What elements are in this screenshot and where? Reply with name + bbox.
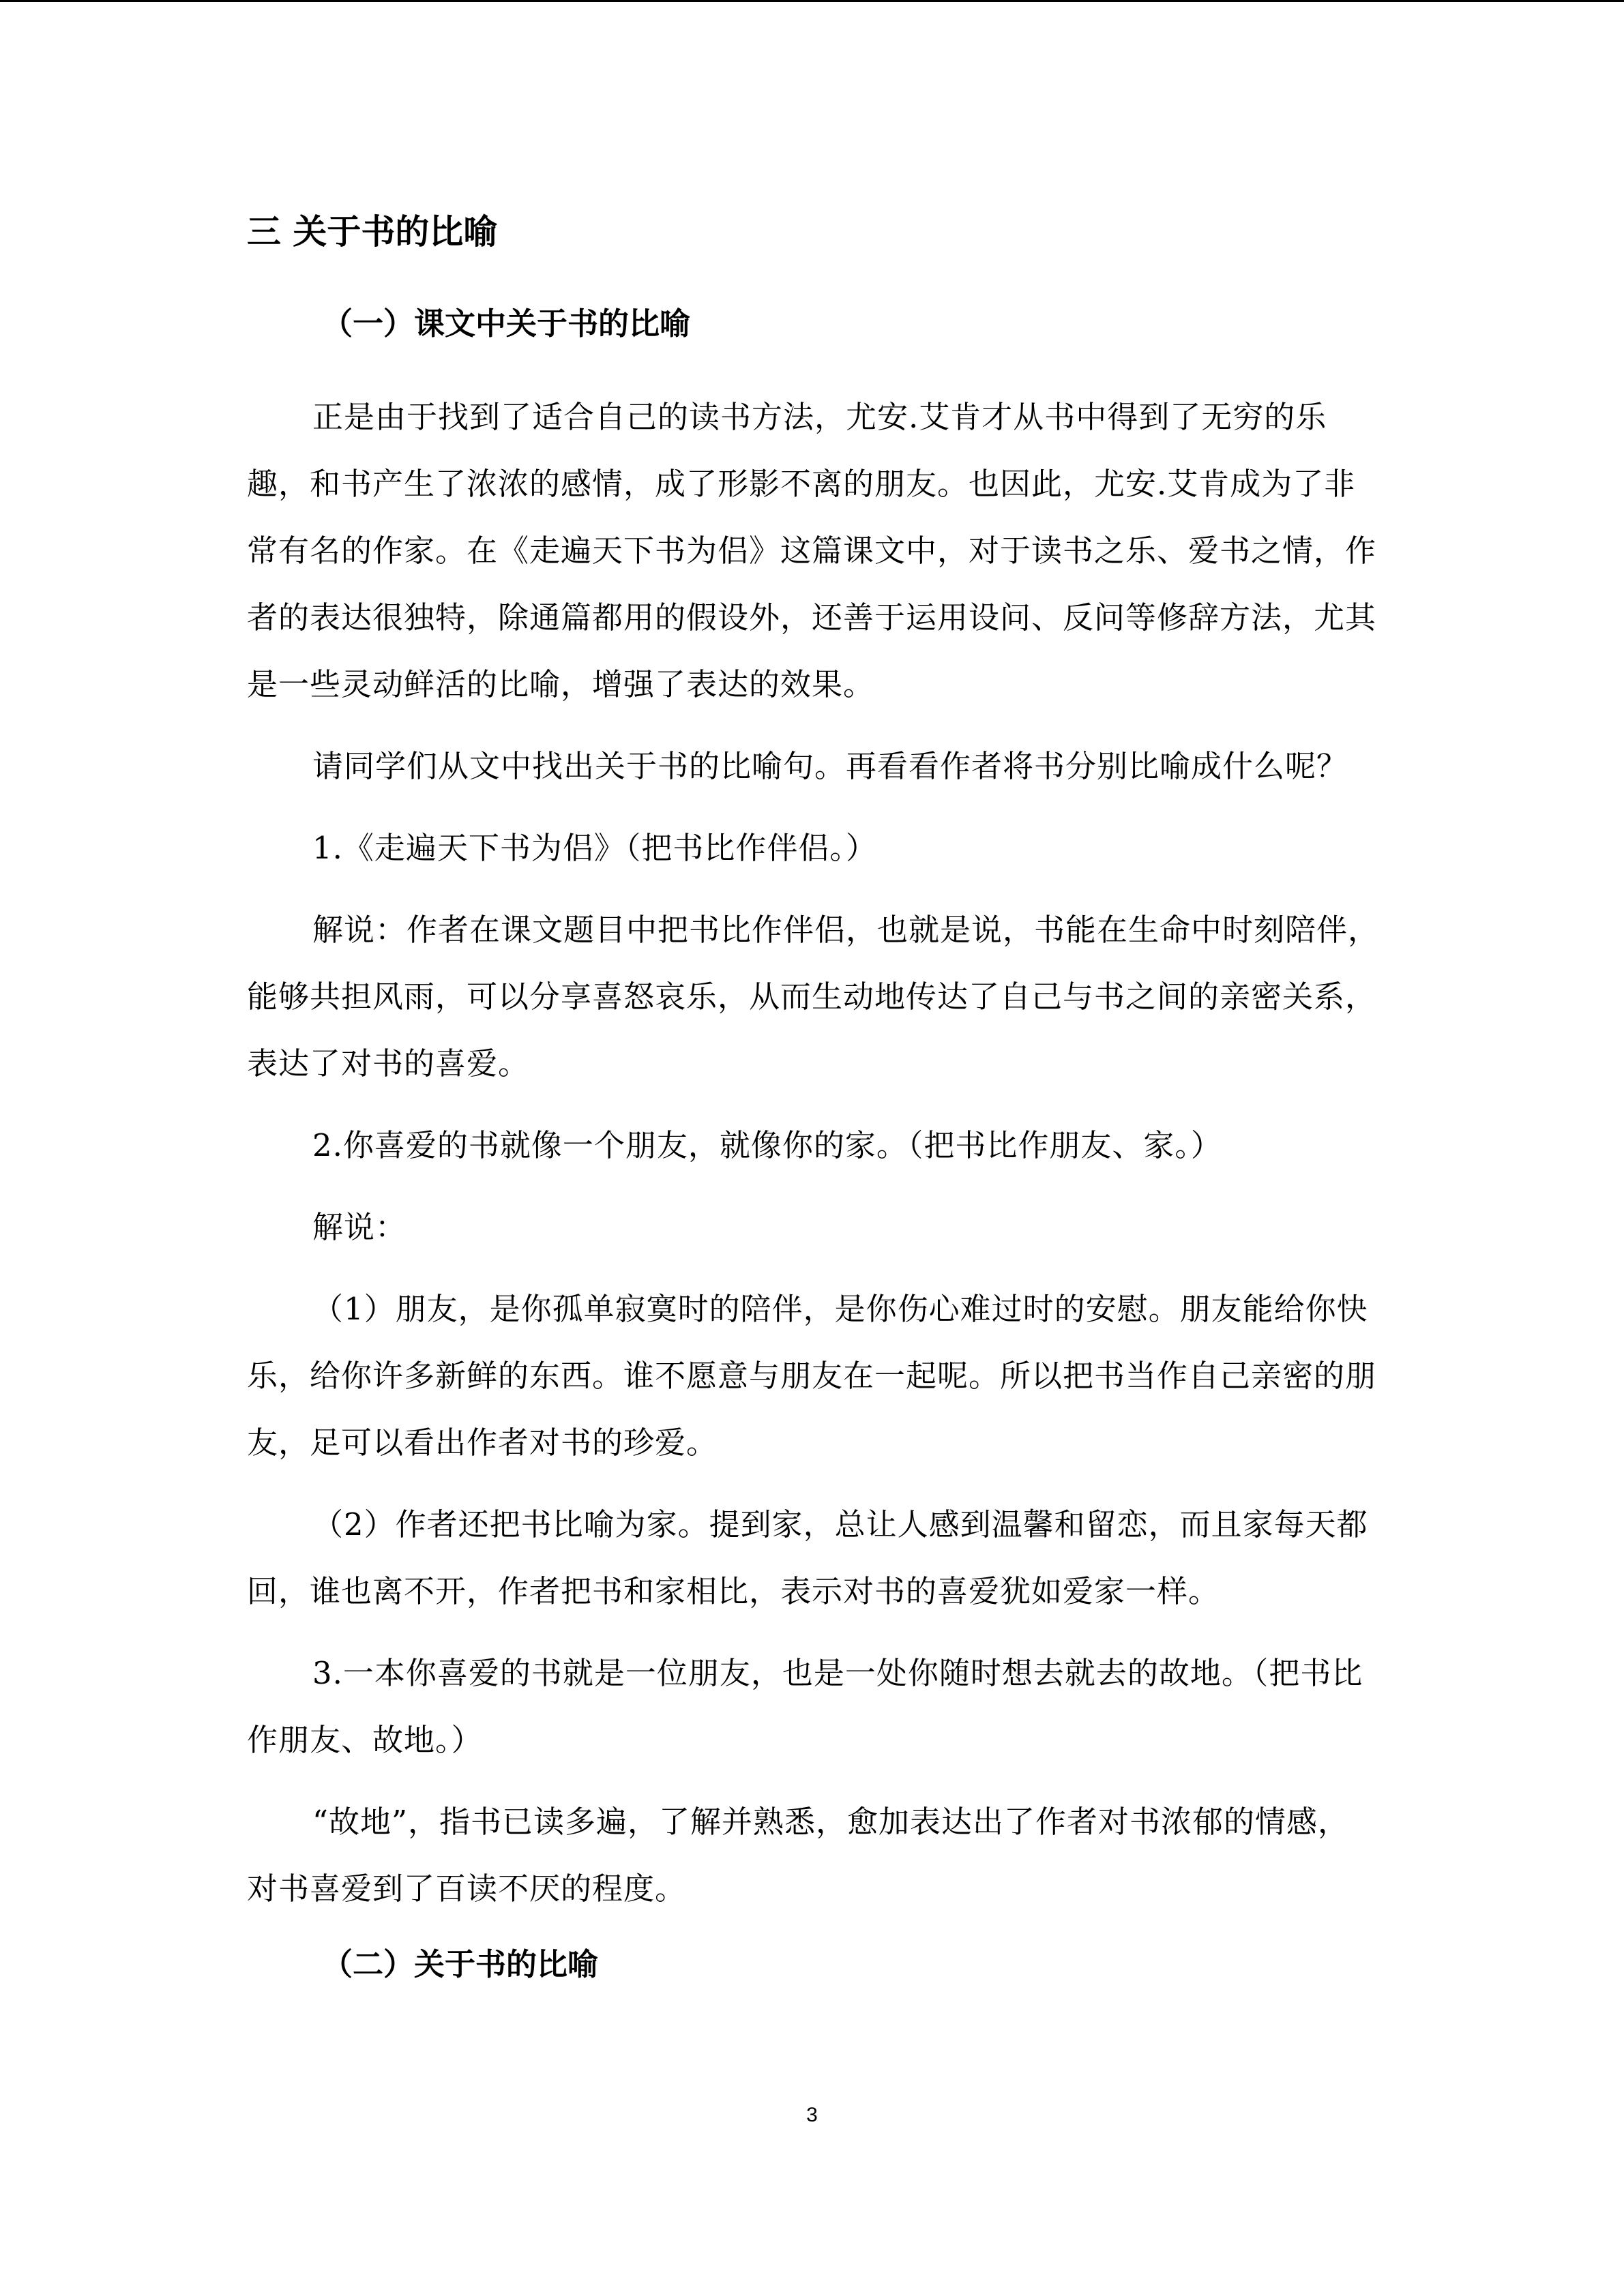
subsection-title-1: （一）课文中关于书的比喻	[322, 305, 691, 342]
paragraph-question: 请同学们从文中找出关于书的比喻句。再看看作者将书分别比喻成什么呢？	[312, 748, 1348, 784]
page-top-border	[0, 0, 1624, 2]
list-item-2: 2.你喜爱的书就像一个朋友，就像你的家。（把书比作朋友、家。）	[312, 1127, 1222, 1163]
list-item-2-explanation-label: 解说：	[312, 1209, 407, 1245]
list-item-1: 1.《走遍天下书为侣》（把书比作伴侣。）	[312, 830, 877, 866]
document-page	[247, 205, 1379, 2025]
section-title: 三 关于书的比喻	[247, 212, 498, 252]
subsection-title-2: （二）关于书的比喻	[322, 1946, 599, 1982]
list-item-1-explanation: 解说：作者在课文题目中把书比作伴侣，也就是说，书能在生命中时刻陪伴，能够共担风雨，可以分享喜怒哀乐，从而生动地传达了自己与书之间的亲密关系，表达了对书的喜爱。	[247, 912, 1380, 1082]
list-item-2-point-1: （1）朋友，是你孤单寂寞时的陪伴，是你伤心难过时的安慰。朋友能给你快乐，给你许多新鲜的东西。谁不愿意与朋友在一起呢。所以把书当作自己亲密的朋友，足可以看出作者对书的珍爱。	[247, 1291, 1377, 1461]
list-item-2-point-2: （2）作者还把书比喻为家。提到家，总让人感到温馨和留恋，而且家每天都回，谁也离不开，作者把书和家相比，表示对书的喜爱犹如爱家一样。	[247, 1506, 1368, 1609]
list-item-3: 3.一本你喜爱的书就是一位朋友，也是一处你随时想去就去的故地。（把书比作朋友、故地。）	[247, 1655, 1363, 1758]
list-item-3-explanation: “故地”，指书已读多遍，了解并熟悉，愈加表达出了作者对书浓郁的情感，对书喜爱到了百读不厌的程度。	[247, 1804, 1350, 1907]
page-number: 3	[806, 2104, 818, 2126]
paragraph-intro: 正是由于找到了适合自己的读书方法，尤安.艾肯才从书中得到了无穷的乐趣，和书产生了浓浓的感情，成了形影不离的朋友。也因此，尤安.艾肯成为了非常有名的作家。在《走遍天下书为侣》这篇课文中，对于读书之乐、爱书之情，作者的表达很独特，除通篇都用的假设外，还善于运用设问、反问等修辞方法，尤其是一些灵动鲜活的比喻，增强了表达的效果。	[247, 399, 1377, 702]
